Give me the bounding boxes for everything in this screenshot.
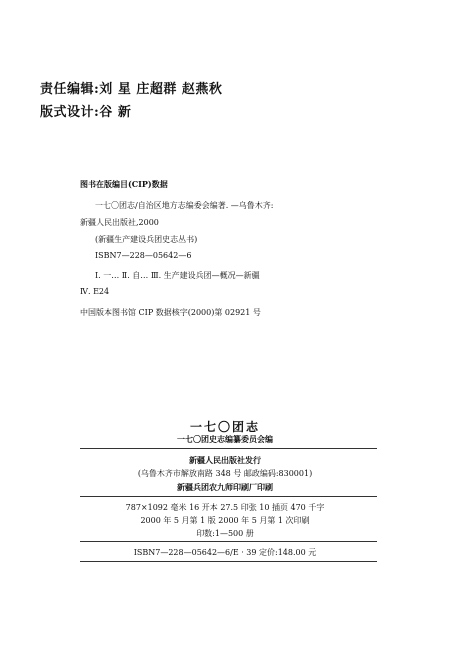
- editor-credit: 责任编辑:刘 星 庄超群 赵燕秋: [40, 82, 223, 97]
- spec-edition: 2000 年 5 月第 1 版 2000 年 5 月第 1 次印刷: [140, 516, 310, 525]
- design-credit: 版式设计:谷 新: [40, 105, 132, 120]
- divider-footer: [80, 561, 377, 562]
- book-printer: 新疆兵团农九师印刷厂印刷: [177, 482, 273, 492]
- cip-core-line: 中国版本图书馆 CIP 数据核字(2000)第 02921 号: [80, 308, 261, 317]
- book-title: 一七〇团志: [189, 420, 260, 434]
- spec-print-run: 印数:1—500 册: [196, 529, 254, 538]
- cip-class-line: Ⅳ. E24: [80, 287, 110, 296]
- divider-bottom: [80, 541, 377, 542]
- cip-series-line: (新疆生产建设兵团史志丛书): [95, 235, 198, 244]
- divider-middle: [80, 496, 377, 497]
- publisher-address: (乌鲁木齐市解放南路 348 号 邮政编码:830001): [137, 469, 313, 478]
- book-publisher: 新疆人民出版社发行: [189, 455, 261, 465]
- cip-subject-line: Ⅰ. 一… Ⅱ. 自… Ⅲ. 生产建设兵团—概况—新疆: [95, 271, 260, 280]
- cip-isbn: ISBN7—228—05642—6: [95, 251, 192, 260]
- book-editor: 一七〇团史志编纂委员会编: [177, 434, 273, 444]
- divider-top: [80, 448, 377, 449]
- cip-entry-line-2: 新疆人民出版社,2000: [80, 218, 159, 227]
- spec-format: 787×1092 毫米 16 开本 27.5 印张 10 插页 470 千字: [125, 503, 325, 512]
- cip-heading: 图书在版编目(CIP)数据: [80, 179, 168, 189]
- isbn-price: ISBN7—228—05642—6/E · 39 定价:148.00 元: [133, 548, 317, 557]
- cip-entry-line-1: 一七〇团志/自治区地方志编委会编著. —乌鲁木齐:: [95, 201, 274, 210]
